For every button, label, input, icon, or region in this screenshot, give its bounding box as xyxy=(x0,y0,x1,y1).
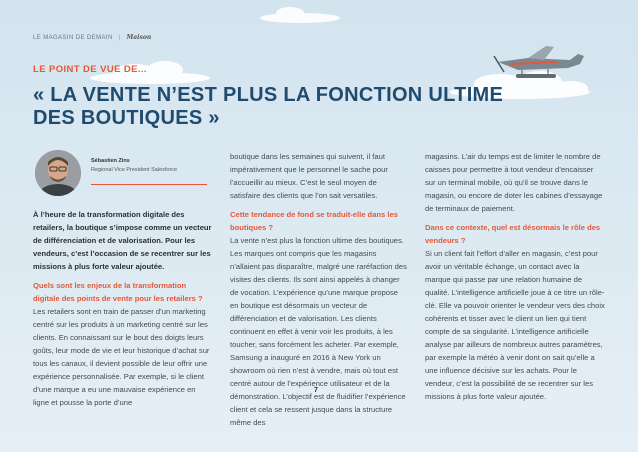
intro-paragraph: À l’heure de la transformation digitale des retailers, la boutique s’impose comme un vecteur de différenciation et de valorisation. Pour les vendeurs, c’est l’occasion de se recentrer sur les missions à plus forte valeur ajoutée. xyxy=(33,210,212,271)
page-title xyxy=(33,84,553,130)
page-title-line-1: « LA VENTE N’EST PLUS LA FONCTION ULTIME xyxy=(33,84,504,106)
page-title-line-2: DES BOUTIQUES » xyxy=(33,107,220,129)
question-heading: Quels sont les enjeux de la transformation digitale des points de vente pour les retailers ? xyxy=(33,281,203,303)
body-paragraph: boutique dans les semaines qui suivent, il faut impérativement que le personnel le sache pour l’accueillir au mieux. C’est le seul moyen de satisfaire des clients que l’on sait versatiles. xyxy=(230,152,388,200)
section-label: LE MAGASIN DE DEMAIN xyxy=(33,34,113,41)
question-heading: Cette tendance de fond se traduit-elle dans les boutiques ? xyxy=(230,210,398,232)
question-heading: Dans ce contexte, quel est désormais le rôle des vendeurs ? xyxy=(425,223,601,245)
column-2 xyxy=(230,150,408,429)
column-1 xyxy=(33,208,213,409)
header-separator: | xyxy=(118,34,121,41)
author-role: Regional Vice President Salesforce xyxy=(91,167,178,173)
portrait-image xyxy=(35,150,81,196)
running-header xyxy=(33,34,151,41)
body-paragraph: La vente n’est plus la fonction ultime des boutiques. Les marques ont compris que les magasins n’allaient pas disparaître, malgré une raréfaction des visites des clients. Ils sont ainsi appelés à changer de vocation. L’expérience qu’une marque propose en boutique est désormais un vecteur de différenciation et de valorisation. Les clients continuent en effet à venir voir les produits, à les toucher, sans forcément les acheter. Par exemple, Samsung a inauguré en 2016 à New York un showroom où rien n’est à vendre, mais où tout est centré autour de l’expérience utilisateur et de la démonstration. L’objectif est de fluidifier l’expérience client et cela se ressent jusque dans la structure même des xyxy=(230,236,407,427)
body-paragraph: Les retailers sont en train de passer d’un marketing centré sur les produits à un marketing centré sur les clients. En connaissant sur le bout des doigts leurs goûts, leur mode de vie et leur historique d’achat sur tous les canaux, il devient possible de leur offrir une expérience personnalisée. Par exemple, si le client d’une marque a eu une mauvaise expérience en ligne et pousse la porte d’une xyxy=(33,307,210,407)
page-number: 7 xyxy=(314,387,318,394)
author-avatar xyxy=(35,150,81,196)
author-name: Sébastien Zins xyxy=(91,158,130,164)
column-3 xyxy=(425,150,605,403)
divider xyxy=(91,184,207,185)
body-paragraph: Si un client fait l’effort d’aller en magasin, c’est pour avoir un véritable échange, un contact avec la marque qui passe par une relation humaine de qualité. L’intelligence artificielle joue à ce titre un rôle-clé. Elle va pouvoir orienter le vendeur vers des choix cohérents et tisser avec le client un lien qui tient compte de sa singularité. L’intelligence artificielle analyse par ailleurs de nombreux autres paramètres, par exemple la météo à venir dont on sait qu’elle a une influence décisive sur les achats. Pour le vendeur, c’est la possibilité de se recentrer sur les missions à plus forte valeur ajoutée. xyxy=(425,249,605,401)
brand-logo: Maison xyxy=(126,34,152,41)
kicker: LE POINT DE VUE DE... xyxy=(33,64,147,75)
author-block xyxy=(33,150,213,200)
body-paragraph: magasins. L’air du temps est de limiter le nombre de caisses pour permettre à tout vendeur d’encaisser sur un terminal mobile, où qu’il se trouve dans le magasin, ou encore de doter les cabines d’essayage de terminaux de paiement. xyxy=(425,152,603,213)
